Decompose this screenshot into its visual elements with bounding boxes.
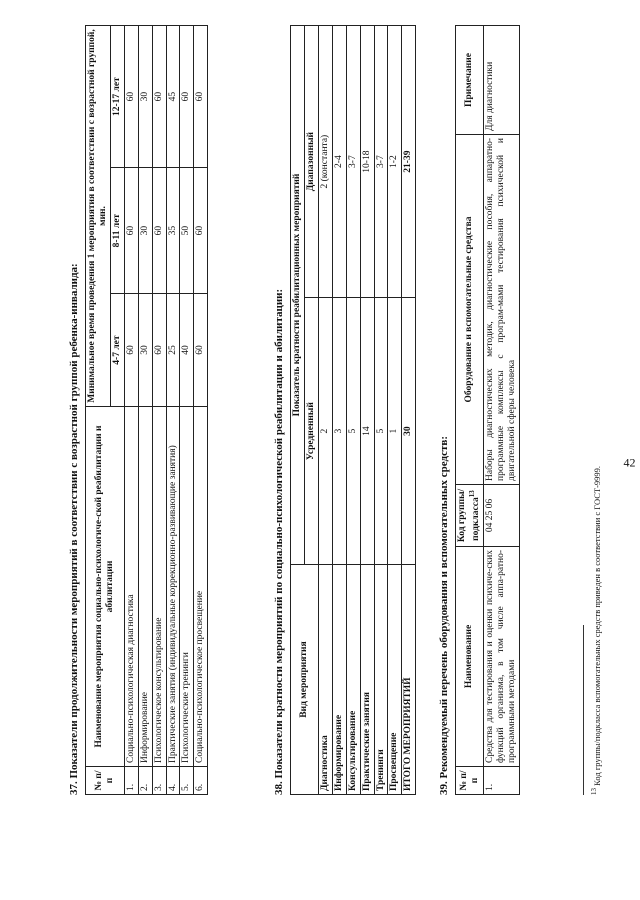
footnote: $^{13}$ Код группы/подкласса вспомогательных средств приведен в соответствии с ГОСТ-9999. xyxy=(590,465,602,795)
col-code-header: Код группы/ подкласса$^{13}$ xyxy=(456,485,484,547)
table-row xyxy=(138,26,152,795)
row-avg: 14 xyxy=(360,298,374,565)
row-value: 30 xyxy=(138,294,152,407)
row-name: Диагностика xyxy=(318,565,332,795)
row-value: 60 xyxy=(152,26,166,168)
col-equip-header: Оборудование и вспомогательные средства xyxy=(456,135,484,485)
section-38-heading: 38. Показатели кратности мероприятий по социально-психологической реабилитации и абилитации: xyxy=(273,288,285,795)
row-equip: Наборы диагностических методик, диагностические пособия, аппаратно-программные комплексы с програм-мами тестирования психической и двигательной сферы человека xyxy=(484,135,520,485)
age-group-header: 8-11 лет xyxy=(110,168,124,294)
col-avg-header: Усредненный xyxy=(304,298,318,565)
table-row xyxy=(360,26,374,795)
row-name: Информирование xyxy=(332,565,346,795)
row-value: 40 xyxy=(180,294,194,407)
row-name: Практические занятия xyxy=(360,565,374,795)
col-num-header: № п/п xyxy=(456,767,484,795)
row-value: 30 xyxy=(138,168,152,294)
row-name: Психологическое консультирование xyxy=(152,407,166,767)
row-value: 60 xyxy=(180,26,194,168)
row-range: 2 (константа) xyxy=(318,26,332,298)
table-row xyxy=(166,26,180,795)
row-range: 3-7 xyxy=(346,26,360,298)
table-row xyxy=(194,26,208,795)
row-name: Тренинги xyxy=(374,565,388,795)
row-name: Социально-психологическое просвещение xyxy=(194,407,208,767)
row-num: 5. xyxy=(180,767,194,795)
row-name: Консультирование xyxy=(346,565,360,795)
row-num: 6. xyxy=(194,767,208,795)
row-name: Средства для тестирования и оценки психиче-ских функций организма, в том числе аппа-ратно-программными методами xyxy=(484,547,520,767)
table-row xyxy=(346,26,360,795)
row-avg: 30 xyxy=(402,298,416,565)
row-num: 1. xyxy=(484,767,520,795)
page-number: 42 xyxy=(623,455,636,470)
row-name: Социально-психологическая диагностика xyxy=(124,407,138,767)
row-value: 30 xyxy=(138,26,152,168)
col-range-header: Диапазонный xyxy=(304,26,318,298)
row-range: 1-2 xyxy=(388,26,402,298)
table-row xyxy=(318,26,332,795)
age-group-header: 4-7 лет xyxy=(110,294,124,407)
row-value: 60 xyxy=(124,294,138,407)
row-value: 60 xyxy=(152,168,166,294)
row-num: 1. xyxy=(124,767,138,795)
row-avg: 3 xyxy=(332,298,346,565)
col-num-header: № п/п xyxy=(86,767,125,795)
row-code: 04 25 06 xyxy=(484,485,520,547)
row-range: 3-7 xyxy=(374,26,388,298)
col-name-header: Наименование xyxy=(456,547,484,767)
table-row-total xyxy=(402,26,416,795)
table-row xyxy=(332,26,346,795)
row-avg: 5 xyxy=(346,298,360,565)
frequency-table xyxy=(290,25,416,795)
row-num: 3. xyxy=(152,767,166,795)
col-rate-header: Показатель кратности реабилитационных мероприятий xyxy=(291,26,305,565)
footnote-separator xyxy=(583,625,584,795)
col-time-header: Минимальное время проведения 1 мероприятия в соответствии с возрастной группой, мин. xyxy=(86,26,111,407)
table-row xyxy=(180,26,194,795)
table-row xyxy=(374,26,388,795)
row-note: Для диагностики xyxy=(484,26,520,135)
row-avg: 5 xyxy=(374,298,388,565)
row-range: 2-4 xyxy=(332,26,346,298)
col-type-header: Вид мероприятия xyxy=(291,565,319,795)
row-value: 60 xyxy=(194,26,208,168)
table-row xyxy=(388,26,402,795)
row-avg: 1 xyxy=(388,298,402,565)
section-37-heading: 37. Показатели продолжительности мероприятий в соответствии с возрастной группой ребенка-инвалида: xyxy=(68,263,80,795)
row-value: 50 xyxy=(180,168,194,294)
row-name: Психологические тренинги xyxy=(180,407,194,767)
row-value: 60 xyxy=(124,168,138,294)
row-name: Информирование xyxy=(138,407,152,767)
row-value: 45 xyxy=(166,26,180,168)
row-value: 60 xyxy=(124,26,138,168)
duration-table xyxy=(85,25,208,795)
table-row xyxy=(484,26,520,795)
age-group-header: 12-17 лет xyxy=(110,26,124,168)
row-num: 4. xyxy=(166,767,180,795)
col-note-header: Примечание xyxy=(456,26,484,135)
table-row xyxy=(152,26,166,795)
section-39-heading: 39. Рекомендуемый перечень оборудования и вспомогательных средств: xyxy=(438,436,450,795)
row-range: 10-18 xyxy=(360,26,374,298)
row-avg: 2 xyxy=(318,298,332,565)
row-value: 60 xyxy=(194,168,208,294)
row-value: 35 xyxy=(166,168,180,294)
equipment-table xyxy=(455,25,520,795)
row-value: 60 xyxy=(152,294,166,407)
table-row xyxy=(124,26,138,795)
row-name: Просвещение xyxy=(388,565,402,795)
row-range: 21-39 xyxy=(402,26,416,298)
row-name: ИТОГО МЕРОПРИЯТИЙ xyxy=(402,565,416,795)
col-name-header: Наименование мероприятия социально-психологиче-ской реабилитации и абилитации xyxy=(86,407,125,767)
row-num: 2. xyxy=(138,767,152,795)
row-name: Практические занятия (индивидуальные коррекционно-развивающие занятия) xyxy=(166,407,180,767)
row-value: 25 xyxy=(166,294,180,407)
row-value: 60 xyxy=(194,294,208,407)
